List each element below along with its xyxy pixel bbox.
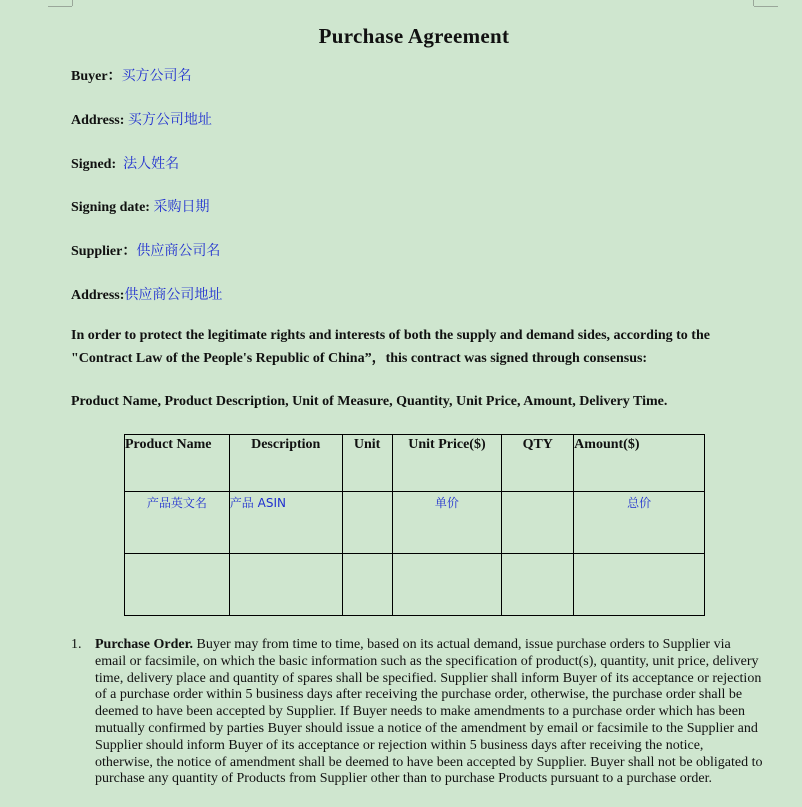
product-line: Product Name, Product Description, Unit of Measure, Quantity, Unit Price, Amount, Delivery Time. — [71, 394, 668, 409]
table-cell: 总价 — [574, 492, 705, 554]
column-header: QTY — [502, 435, 574, 492]
table-cell — [342, 492, 392, 554]
field-value: 买方公司地址 — [127, 112, 212, 128]
table-cell — [342, 554, 392, 616]
field-value: 供应商公司地址 — [124, 287, 223, 303]
field-label: Buyer： — [71, 69, 122, 84]
column-header: Unit — [342, 435, 392, 492]
field-value: 采购日期 — [153, 199, 210, 215]
document-title: Purchase Agreement — [318, 24, 510, 48]
table-cell — [125, 554, 230, 616]
page-corner-mark-left — [48, 0, 72, 7]
clause-purchase-order — [71, 637, 763, 788]
table-header-row — [125, 435, 705, 492]
field-label: Signed: — [71, 157, 124, 172]
table-cell: 产品 ASIN — [229, 492, 342, 554]
field-value: 供应商公司名 — [136, 243, 221, 259]
table-cell — [574, 554, 705, 616]
field-label: Supplier： — [71, 244, 137, 259]
column-header: Description — [229, 435, 342, 492]
field-label: Address: — [71, 288, 125, 303]
clause-heading: Purchase Order. — [95, 637, 193, 652]
column-header: Product Name — [125, 435, 230, 492]
supplier-address-field — [71, 284, 222, 304]
supplier-field — [71, 240, 220, 260]
table-cell — [229, 554, 342, 616]
buyer-field — [71, 65, 192, 85]
field-value: 买方公司名 — [121, 68, 192, 84]
intro-paragraph: In order to protect the legitimate rights and interests of both the supply and demand sides, according to the "Contract Law of the People's Republic of China”，this contract was signed through consensus: — [71, 328, 710, 366]
column-header: Amount($) — [574, 435, 705, 492]
field-label: Address: — [71, 113, 128, 128]
table-cell — [392, 554, 502, 616]
page-corner-mark-right — [754, 0, 778, 7]
table-cell — [502, 492, 574, 554]
field-label: Signing date: — [71, 200, 154, 215]
signing-date-field — [71, 196, 209, 216]
signed-field — [71, 153, 179, 173]
table-cell: 产品英文名 — [125, 492, 230, 554]
clause-number: 1. — [71, 637, 82, 652]
clause-text: Buyer may from time to time, based on its actual demand, issue purchase orders to Supplier via email or facsimile, on which the basic information such as the specification of product(s), quantity, unit price, delivery time, delivery place and quantity of spares shall be specified. Supplier shall inform Buyer of its acceptance or rejection of a purchase order within 5 business days after receiving the purchase order, otherwise, the purchase order shall be deemed to have been accepted by Supplier. If Buyer needs to make amendments to a purchase order which has been mutually confirmed by parties Buyer should issue a notice of the amendment by email or facsimile to the Supplier and Supplier should inform Buyer of its acceptance or rejection within 5 business days after receiving the notice, otherwise, the notice of amendment shall be deemed to have been accepted by Supplier. Buyer shall not be obligated to purchase any quantity of Products from Supplier other than to purchase Products pursuant to a purchase order. — [95, 637, 763, 787]
table-row — [125, 554, 705, 616]
field-value: 法人姓名 — [123, 156, 180, 172]
table-cell: 单价 — [392, 492, 502, 554]
product-table — [124, 434, 705, 616]
buyer-address-field — [71, 109, 212, 129]
column-header: Unit Price($) — [392, 435, 502, 492]
clause-body — [95, 637, 763, 788]
table-cell — [502, 554, 574, 616]
table-row — [125, 492, 705, 554]
